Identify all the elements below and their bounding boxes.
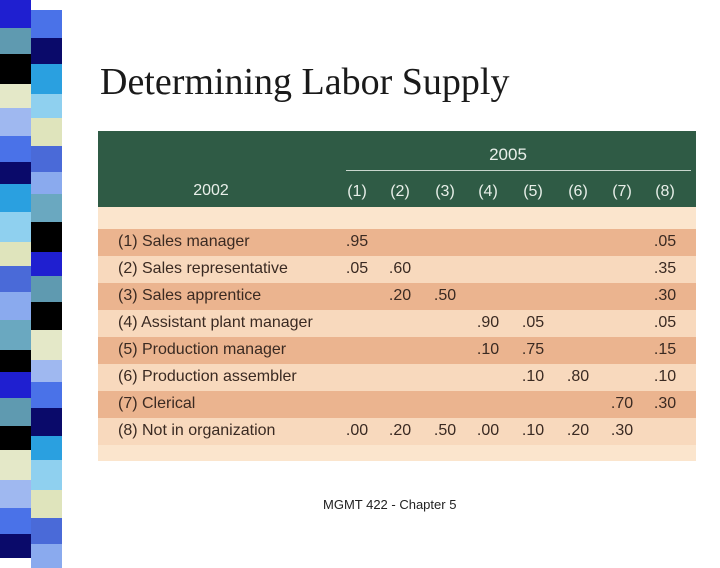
strip-block: [31, 146, 62, 172]
strip-block: [31, 330, 62, 360]
strip-block: [31, 10, 62, 38]
strip-block: [0, 108, 31, 136]
probability-cell: .35: [653, 260, 677, 277]
table-row: [98, 337, 696, 364]
probability-cell: .00: [345, 422, 369, 439]
probability-cell: .50: [433, 287, 457, 304]
probability-cell: .60: [388, 260, 412, 277]
probability-cell: .70: [610, 395, 634, 412]
strip-block: [0, 508, 31, 534]
strip-block: [0, 480, 31, 508]
strip-block: [31, 172, 62, 194]
strip-block: [31, 118, 62, 146]
strip-block: [31, 544, 62, 568]
strip-block: [0, 292, 31, 320]
column-header: (5): [523, 183, 543, 200]
column-header: (3): [435, 183, 455, 200]
probability-cell: .20: [388, 287, 412, 304]
table-row: [98, 364, 696, 391]
strip-block: [31, 64, 62, 94]
job-label: (7) Clerical: [118, 395, 196, 412]
slide-footer: MGMT 422 - Chapter 5: [323, 497, 457, 512]
column-header: (1): [347, 183, 367, 200]
probability-cell: .75: [521, 341, 545, 358]
probability-cell: .05: [653, 233, 677, 250]
probability-cell: .00: [476, 422, 500, 439]
transition-matrix-table: [98, 131, 696, 461]
probability-cell: .10: [521, 422, 545, 439]
job-label: (6) Production assembler: [118, 368, 297, 385]
strip-block: [0, 54, 31, 84]
strip-block: [0, 162, 31, 184]
year-2002-header: 2002: [193, 182, 229, 199]
strip-block: [0, 450, 31, 480]
strip-block: [31, 276, 62, 302]
strip-block: [0, 184, 31, 212]
table-row: [98, 418, 696, 445]
probability-cell: .20: [388, 422, 412, 439]
table-header: [98, 131, 696, 207]
probability-cell: .10: [521, 368, 545, 385]
strip-block: [0, 266, 31, 292]
strip-block: [31, 436, 62, 460]
column-header: (8): [655, 183, 675, 200]
strip-block: [31, 518, 62, 544]
probability-cell: .30: [610, 422, 634, 439]
strip-block: [0, 534, 31, 558]
strip-block: [31, 252, 62, 276]
probability-cell: .05: [345, 260, 369, 277]
strip-block: [31, 408, 62, 436]
strip-block: [0, 84, 31, 108]
slide-title: Determining Labor Supply: [100, 61, 510, 103]
strip-block: [0, 350, 31, 372]
table-row: [98, 283, 696, 310]
job-label: (3) Sales apprentice: [118, 287, 262, 304]
job-label: (5) Production manager: [118, 341, 287, 358]
strip-block: [31, 222, 62, 252]
column-header: (4): [478, 183, 498, 200]
table-row: [98, 391, 696, 418]
strip-block: [0, 398, 31, 426]
probability-cell: .95: [345, 233, 369, 250]
strip-block: [0, 212, 31, 242]
probability-cell: .90: [476, 314, 500, 331]
probability-cell: .10: [653, 368, 677, 385]
table-row: [98, 229, 696, 256]
table-row: [98, 256, 696, 283]
strip-block: [31, 382, 62, 408]
column-header: (6): [568, 183, 588, 200]
probability-cell: .05: [521, 314, 545, 331]
strip-block: [0, 136, 31, 162]
strip-block: [31, 38, 62, 64]
strip-block: [31, 194, 62, 222]
job-label: (8) Not in organization: [118, 422, 276, 439]
strip-block: [0, 320, 31, 350]
probability-cell: .50: [433, 422, 457, 439]
probability-cell: .30: [653, 287, 677, 304]
decorative-color-strip: [0, 0, 62, 540]
probability-cell: .20: [566, 422, 590, 439]
year-2005-header: 2005: [489, 145, 527, 164]
strip-block: [0, 426, 31, 450]
strip-block: [31, 94, 62, 118]
column-header: (2): [390, 183, 410, 200]
job-label: (2) Sales representative: [118, 260, 288, 277]
strip-block: [31, 460, 62, 490]
table-footer-spacer: [98, 445, 696, 461]
table-spacer: [98, 207, 696, 229]
strip-block: [0, 28, 31, 54]
column-header: (7): [612, 183, 632, 200]
header-divider: [346, 170, 691, 171]
probability-cell: .15: [653, 341, 677, 358]
table-row: [98, 310, 696, 337]
strip-block: [31, 360, 62, 382]
probability-cell: .10: [476, 341, 500, 358]
strip-block: [31, 302, 62, 330]
strip-block: [31, 490, 62, 518]
probability-cell: .05: [653, 314, 677, 331]
strip-block: [0, 372, 31, 398]
probability-cell: .30: [653, 395, 677, 412]
strip-block: [0, 242, 31, 266]
probability-cell: .80: [566, 368, 590, 385]
job-label: (4) Assistant plant manager: [118, 314, 313, 331]
job-label: (1) Sales manager: [118, 233, 250, 250]
strip-block: [0, 0, 31, 28]
